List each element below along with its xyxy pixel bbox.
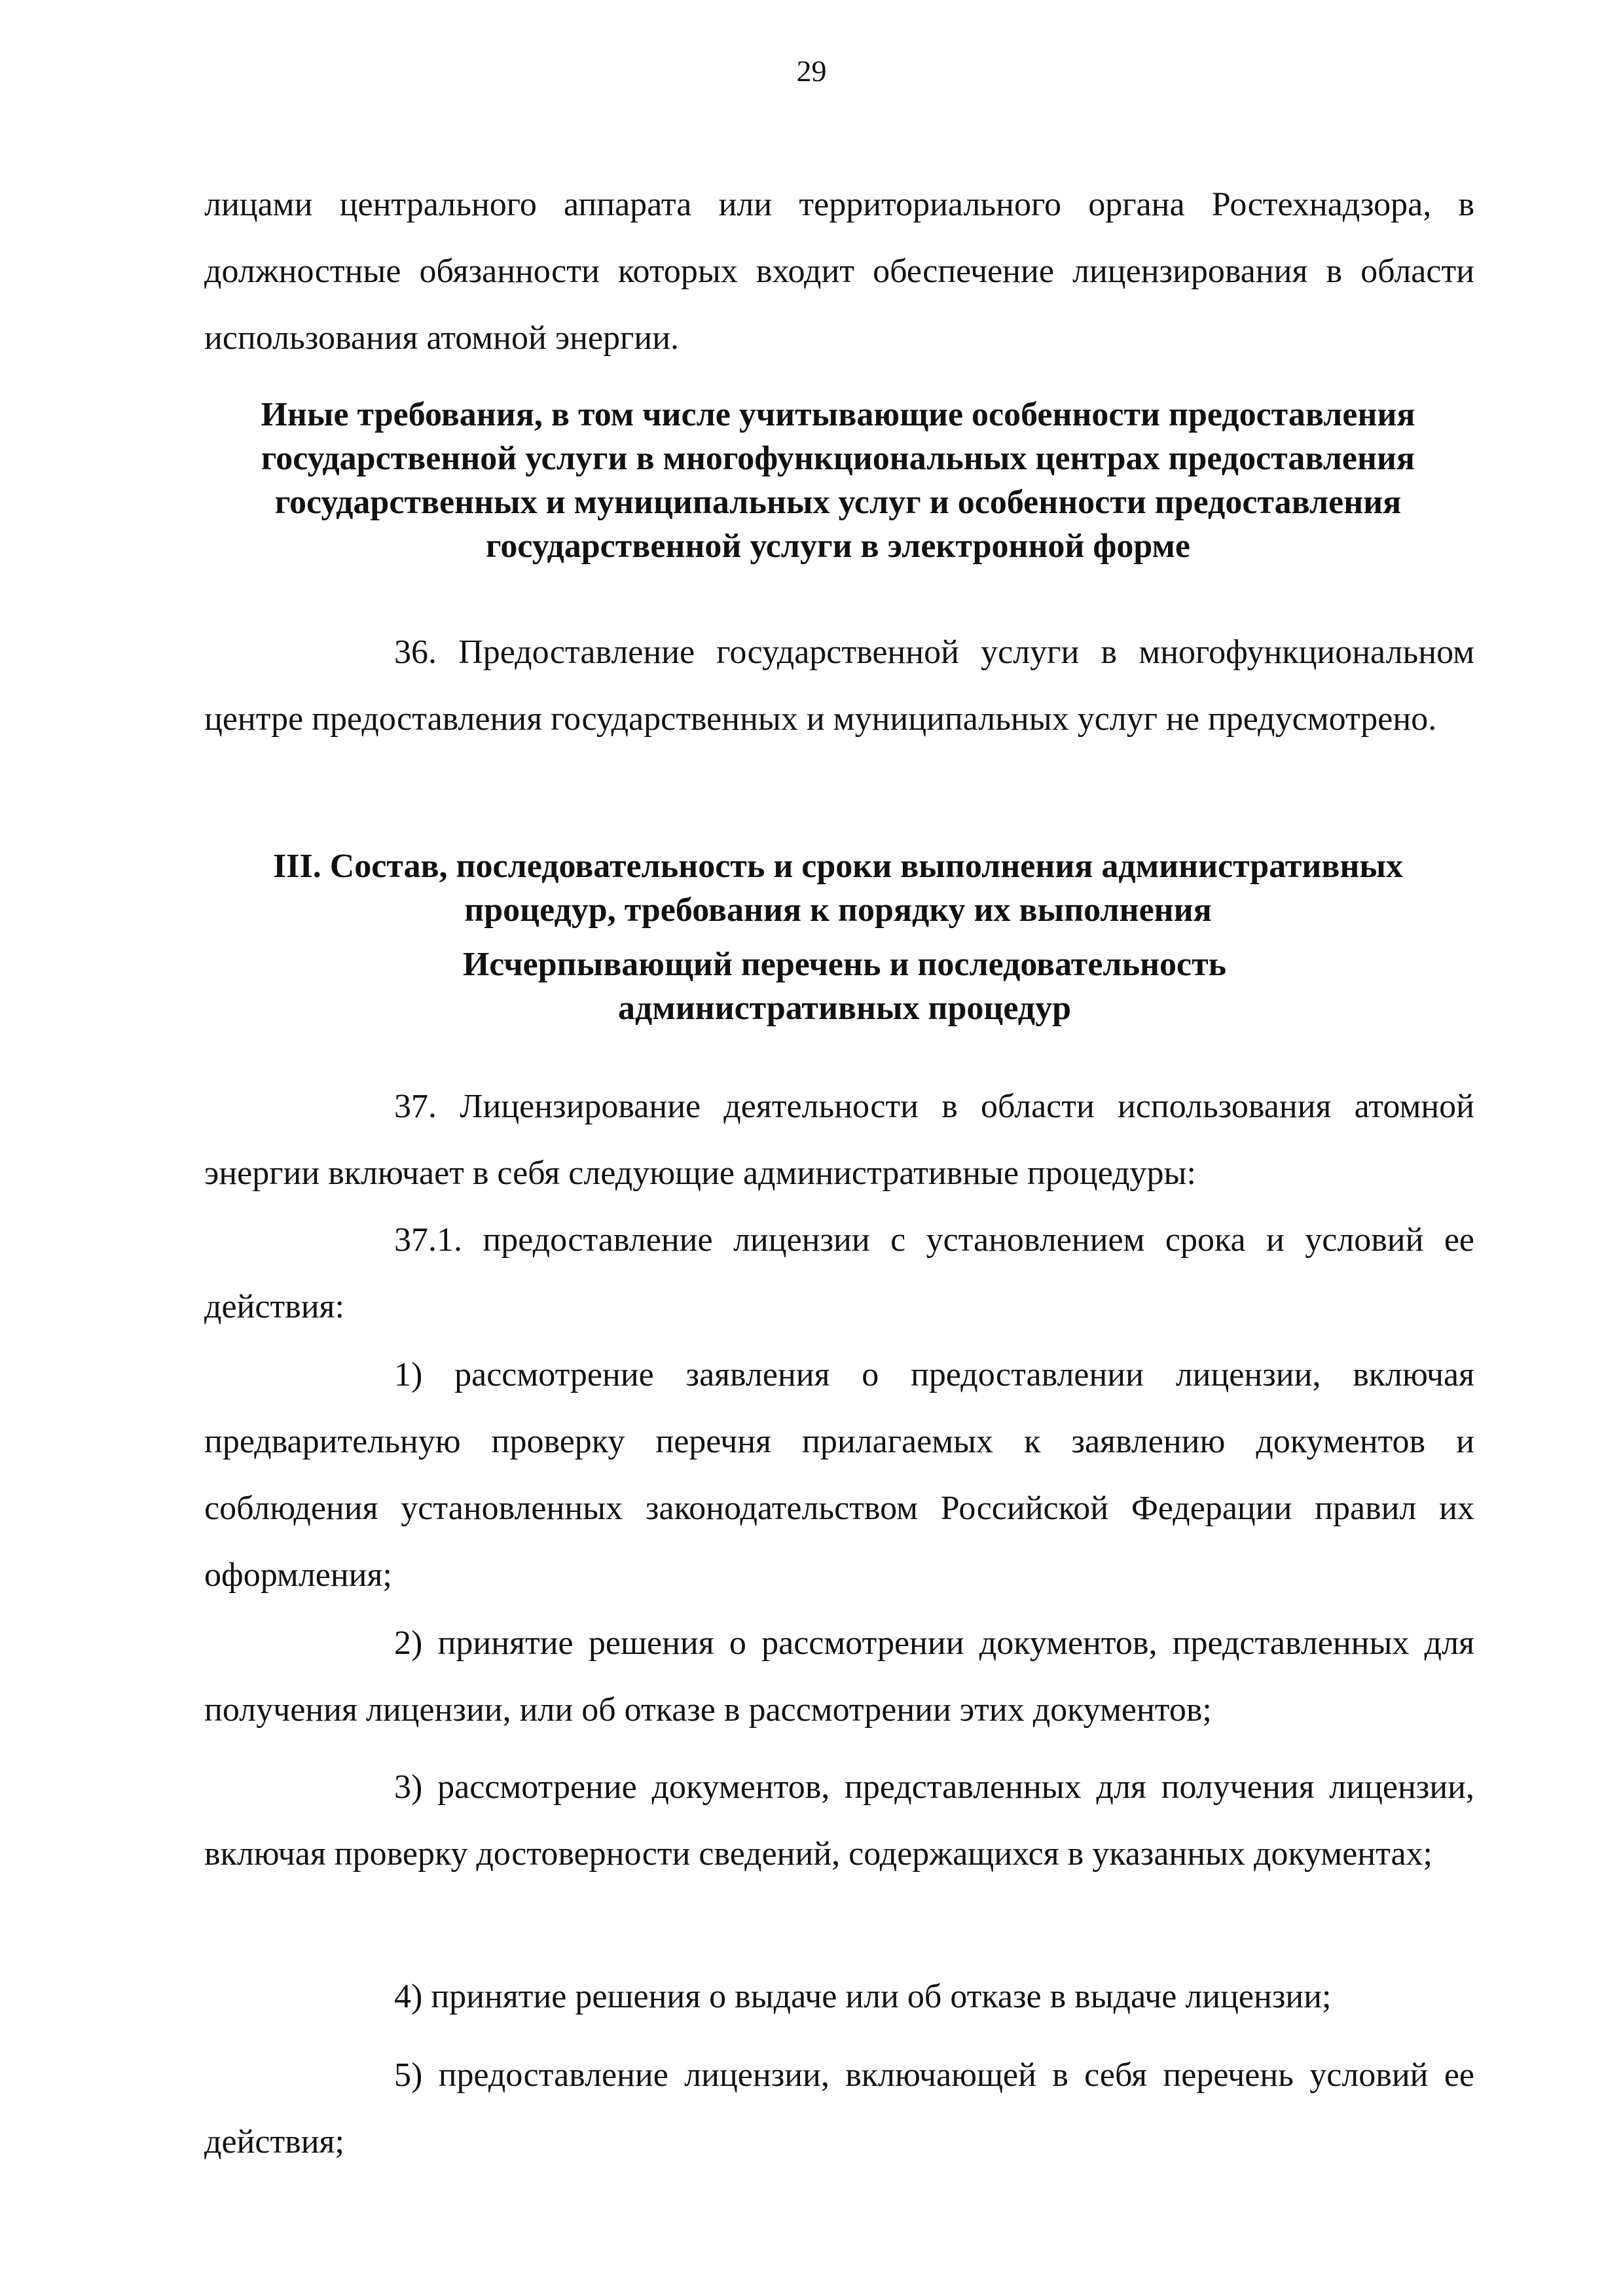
subitem-4-block [204, 1964, 1474, 2030]
item-36-paragraph [204, 619, 1474, 753]
subitem-4-text: принятие решения о выдаче или об отказе в выдаче лицензии; [431, 1978, 1332, 2015]
subitem-5-text: предоставление лицензии, включающей в себя перечень условий ее действия; [204, 2056, 1474, 2161]
subheading-list-block [393, 942, 1296, 1030]
subitem-1-paragraph [204, 1342, 1474, 1609]
page-number: 29 [796, 54, 827, 88]
subitem-1-block [204, 1342, 1474, 1609]
item-36-block [204, 619, 1474, 753]
subitem-3-number: 3) [394, 1768, 423, 1806]
continuation-paragraph: лицами центрального аппарата или территориального органа Ростехнадзора, в должностные обязанности которых входит обеспечение лицензирования в области использования атомной энергии. [204, 186, 1474, 357]
continuation-block [204, 171, 1474, 372]
item-37-number: 37. [394, 1088, 437, 1125]
subitem-3-block [204, 1754, 1474, 1888]
subitem-3-text: рассмотрение документов, представленных для получения лицензии, включая проверку достоверности сведений, содержащихся в указанных документах; [204, 1768, 1475, 1873]
section-3-heading-block [216, 844, 1460, 932]
subitem-5-paragraph [204, 2042, 1474, 2176]
item-36-text: Предоставление государственной услуги в многофункциональном центре предоставления государственных и муниципальных услуг не предусмотрено. [204, 634, 1475, 738]
subheading-list: Исчерпывающий перечень и последовательность административных процедур [462, 946, 1227, 1027]
heading-other-requirements: Иные требования, в том числе учитывающие особенности предоставления государственной услуги в многофункциональных центрах предоставления государственных и муниципальных услуг и особенности предоставления государственной услуги в электронной форме [261, 396, 1415, 565]
subitem-3-paragraph [204, 1754, 1474, 1888]
heading-other-requirements-block [236, 393, 1440, 568]
subitem-1-number: 1) [394, 1356, 423, 1393]
subitem-2-text: принятие решения о рассмотрении документов, представленных для получения лицензии, или об отказе в рассмотрении этих документов; [204, 1624, 1474, 1729]
subitem-5-block [204, 2042, 1474, 2176]
item-37-paragraph [204, 1073, 1474, 1207]
subitem-2-block [204, 1610, 1474, 1744]
subitem-2-number: 2) [394, 1624, 423, 1662]
item-37-text: Лицензирование деятельности в области использования атомной энергии включает в себя следующие административные процедуры: [204, 1088, 1475, 1192]
item-37-1-text: предоставление лицензии с установлением срока и условий ее действия: [204, 1221, 1475, 1325]
item-37-1-number: 37.1. [394, 1221, 462, 1259]
subitem-5-number: 5) [394, 2056, 423, 2094]
section-3-heading: III. Состав, последовательность и сроки выполнения административных процедур, требования к порядку их выполнения [272, 848, 1404, 929]
item-37-1-paragraph [204, 1207, 1474, 1340]
subitem-2-paragraph [204, 1610, 1474, 1744]
subitem-4-paragraph [204, 1964, 1474, 2030]
subitem-4-number: 4) [394, 1978, 423, 2015]
subitem-1-text: рассмотрение заявления о предоставлении лицензии, включая предварительную проверку перечня прилагаемых к заявлению документов и соблюдения установленных законодательством Российской Федерации правил их оформления; [204, 1356, 1475, 1594]
item-36-number: 36. [394, 634, 437, 671]
item-37-block [204, 1073, 1474, 1340]
